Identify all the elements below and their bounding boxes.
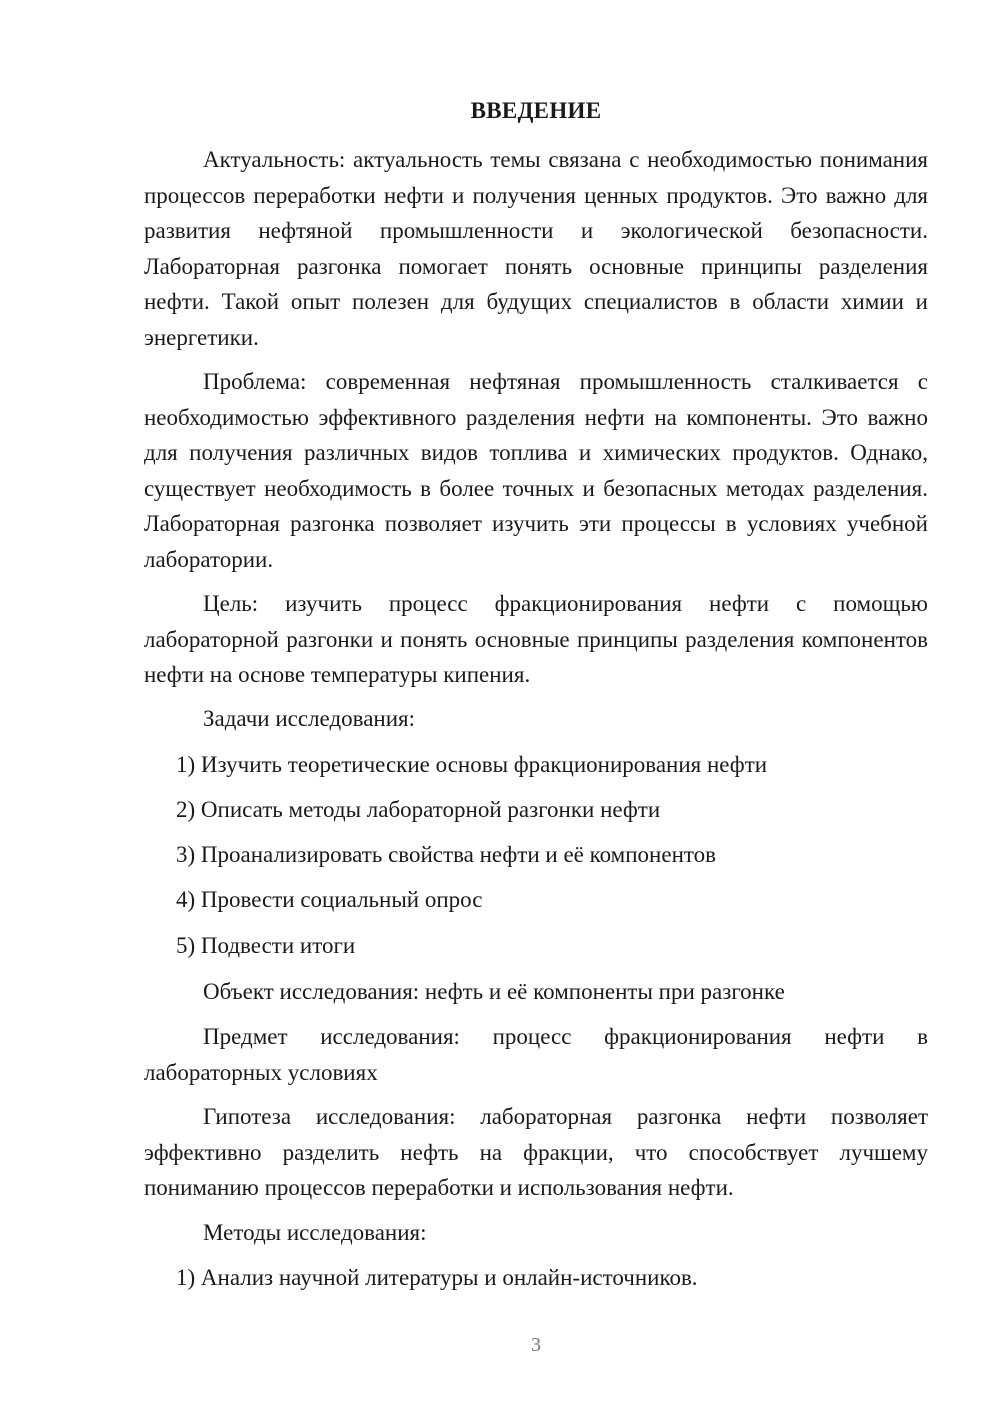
problem-paragraph: Проблема: современная нефтяная промышленность сталкивается с необходимостью эффективного разделения нефти на компоненты. Это важно для получения различных видов топлива и химических продуктов. Однако, существует необходимость в более точных и безопасных методах разделения. Лабораторная разгонка позволяет изучить эти процессы в условиях учебной лаборатории. [144, 369, 928, 572]
task-item: 2) Описать методы лабораторной разгонки нефти [176, 797, 661, 822]
relevance-paragraph: Актуальность: актуальность темы связана с необходимостью понимания процессов переработки нефти и получения ценных продуктов. Это важно для развития нефтяной промышленности и экологической безопасности. Лабораторная разгонка помогает понять основные принципы разделения нефти. Такой опыт полезен для будущих специалистов в области химии и энергетики. [144, 147, 928, 350]
subject-paragraph: Предмет исследования: процесс фракционирования нефти в лабораторных условиях [144, 1024, 928, 1085]
goal-paragraph: Цель: изучить процесс фракционирования нефти с помощью лабораторной разгонки и понять основные принципы разделения компонентов нефти на основе температуры кипения. [144, 591, 928, 687]
task-item: 5) Подвести итоги [176, 933, 356, 958]
tasks-heading: Задачи исследования: [203, 706, 416, 731]
hypothesis-paragraph: Гипотеза исследования: лабораторная разгонка нефти позволяет эффективно разделить нефть на фракции, что способствует лучшему пониманию процессов переработки и использования нефти. [144, 1104, 928, 1200]
methods-heading: Методы исследования: [203, 1220, 427, 1245]
task-item: 1) Изучить теоретические основы фракционирования нефти [176, 752, 768, 777]
object-paragraph: Объект исследования: нефть и её компоненты при разгонке [203, 979, 785, 1004]
task-item: 3) Проанализировать свойства нефти и её компонентов [176, 842, 716, 867]
method-item: 1) Анализ научной литературы и онлайн-источников. [176, 1265, 698, 1290]
task-item: 4) Провести социальный опрос [176, 887, 483, 912]
page-number: 3 [531, 1334, 541, 1356]
page-title: ВВЕДЕНИЕ [470, 98, 602, 123]
